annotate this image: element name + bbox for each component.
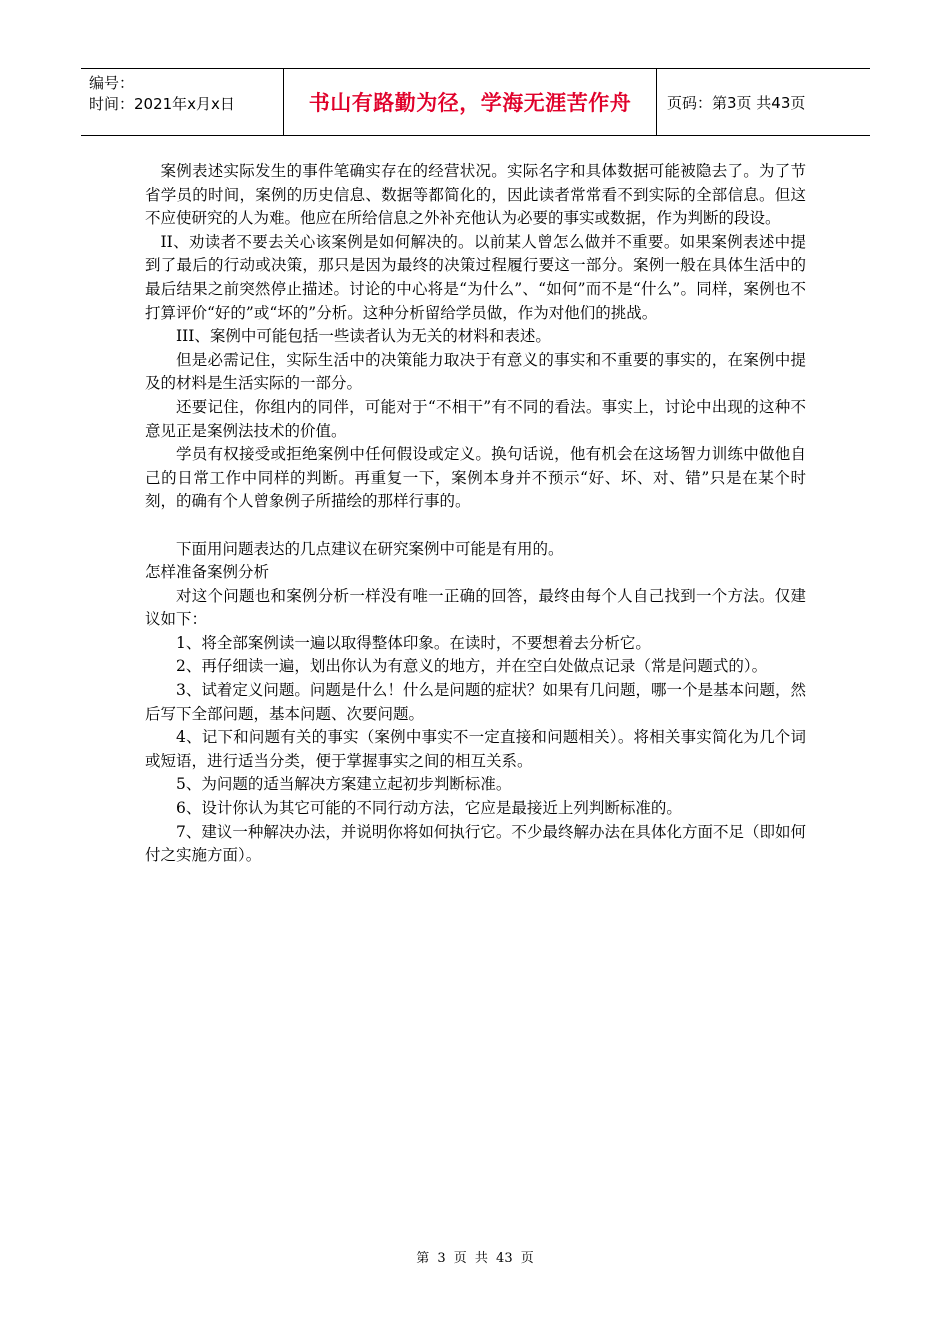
- page-footer: 第 3 页 共 43 页: [416, 1251, 534, 1266]
- list-item: 5、为问题的适当解决方案建立起初步判断标准。: [176, 775, 512, 794]
- paragraph: 还要记住，你组内的同伴，可能对于“不相干”有不同的看法。事实上，讨论中出现的这种不意见正是案例法技术的价值。: [145, 397, 806, 440]
- paragraph: 对这个问题也和案例分析一样没有唯一正确的回答，最终由每个人自己找到一个方法。仅建议如下：: [145, 586, 806, 629]
- number-label: 编号：: [89, 74, 135, 92]
- section-heading: 怎样准备案例分析: [145, 563, 270, 582]
- list-item: 4、记下和问题有关的事实（案例中事实不一定直接和问题相关）。将相关事实简化为几个词或短语，进行适当分类，便于掌握事实之间的相互关系。: [145, 728, 806, 770]
- motto: 书山有路勤为径，学海无涯苦作舟: [283, 69, 657, 135]
- header-left-cell: [81, 69, 283, 135]
- spacer: [145, 514, 806, 538]
- paragraph: II、劝读者不要去关心该案例是如何解决的。以前某人曾怎么做并不重要。如果案例表述中提到了最后的行动或决策，那只是因为最终的决策过程履行要这一部分。案例一般在具体生活中的最后结果之前突然停止描述。讨论的中心将是“为什么”、“如何”而不是“什么”。同样，案例也不打算评价“好的”或“坏的”分析。这种分析留给学员做，作为对他们的挑战。: [145, 232, 806, 322]
- document-body: [145, 160, 806, 868]
- list-item: 3、试着定义问题。问题是什么！什么是问题的症状？如果有几问题，哪一个是基本问题，然后写下全部问题，基本问题、次要问题。: [145, 681, 806, 723]
- paragraph: 但是必需记住，实际生活中的决策能力取决于有意义的事实和不重要的事实的，在案例中提及的材料是生活实际的一部分。: [145, 350, 806, 393]
- paragraph: III、案例中可能包括一些读者认为无关的材料和表述。: [176, 327, 551, 346]
- list-item: 2、再仔细读一遍，划出你认为有意义的地方，并在空白处做点记录（常是问题式的）。: [176, 657, 768, 676]
- list-item: 7、建议一种解决办法，并说明你将如何执行它。不少最终解办法在具体化方面不足（即如何付之实施方面）。: [145, 822, 806, 865]
- page-info: 页码：第3页 共43页: [667, 93, 806, 112]
- paragraph: 下面用问题表达的几点建议在研究案例中可能是有用的。: [176, 539, 564, 558]
- list-item: 6、设计你认为其它可能的不同行动方法，它应是最接近上列判断标准的。: [176, 799, 682, 818]
- date-line: 时间：2021年x月x日: [89, 95, 235, 113]
- paragraph: 学员有权接受或拒绝案例中任何假设或定义。换句话说，他有机会在这场智力训练中做他自己的日常工作中同样的判断。再重复一下，案例本身并不预示“好、坏、对、错”只是在某个时刻，的确有个人曾象例子所描绘的那样行事的。: [145, 445, 806, 511]
- header-table: [81, 68, 870, 136]
- paragraph: 案例表述实际发生的事件笔确实存在的经营状况。实际名字和具体数据可能被隐去了。为了节省学员的时间，案例的历史信息、数据等都简化的，因此读者常常看不到实际的全部信息。但这不应使研究的人为难。他应在所给信息之外补充他认为必要的事实或数据，作为判断的段设。: [145, 162, 806, 228]
- list-item: 1、将全部案例读一遍以取得整体印象。在读时，不要想着去分析它。: [176, 633, 651, 652]
